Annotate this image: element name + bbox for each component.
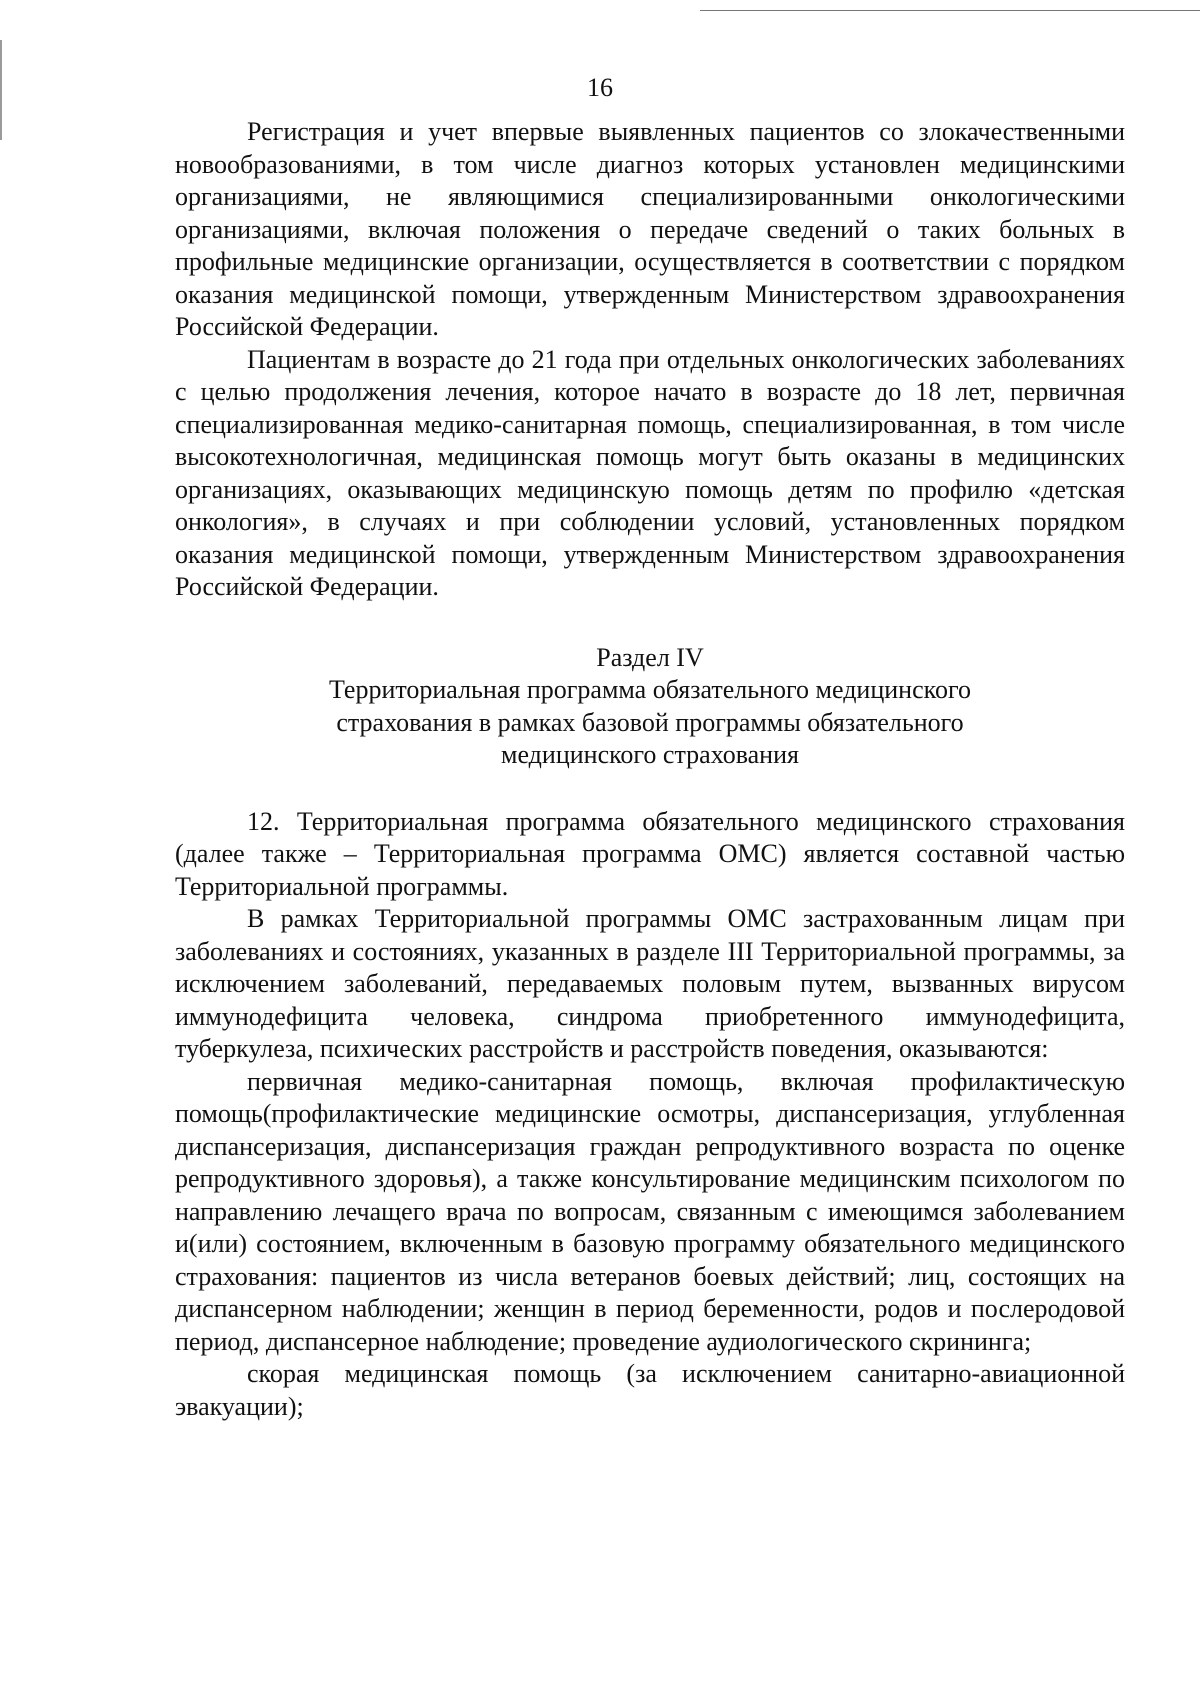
paragraph-patients-under-21: Пациентам в возрасте до 21 года при отдельных онкологических заболеваниях с целью продолжения лечения, которое начато в возрасте до 18 лет, первичная специализированная медико-санитарная помощь, специализированная, в том числе высокотехнологичная, медицинская помощь могут быть оказаны в медицинских организациях, оказывающих медицинскую помощь детям по профилю «детская онкология», в случаях и при соблюдении условий, установленных порядком оказания медицинской помощи, утвержденным Министерством здравоохранения Российской Федерации.	[175, 344, 1125, 601]
paragraph-item-12: 12. Территориальная программа обязательного медицинского страхования (далее также – Территориальная программа ОМС) является составной частью Территориальной программы.	[175, 806, 1125, 901]
heading-spacer	[175, 772, 1125, 806]
page-number: 16	[587, 73, 613, 102]
section-label: Раздел IV	[596, 642, 704, 672]
document-body	[175, 116, 1125, 1423]
scan-edge-top	[700, 10, 1200, 11]
paragraph-oms-scope: В рамках Территориальной программы ОМС застрахованным лицам при заболеваниях и состояниях, указанных в разделе III Территориальной программы, за исключением заболеваний, передаваемых половым путем, вызванных вирусом иммунодефицита человека, синдрома приобретенного иммунодефицита, туберкулеза, психических расстройств и расстройств поведения, оказываются:	[175, 904, 1125, 1063]
section-title-line: Территориальная программа обязательного медицинского	[329, 675, 971, 704]
paragraph-primary-care: первичная медико-санитарная помощь, включая профилактическую помощь(профилактические медицинские осмотры, диспансеризация, углубленная диспансеризация, диспансеризация граждан репродуктивного возраста по оценке репродуктивного здоровья), а также консультирование медицинским психологом по направлению лечащего врача по вопросам, связанным с имеющимся заболеванием и(или) состоянием, включенным в базовую программу обязательного медицинского страхования: пациентов из числа ветеранов боевых действий; лиц, состоящих на диспансерном наблюдении; женщин в период беременности, родов и послеродовой период, диспансерное наблюдение; проведение аудиологического скрининга;	[175, 1066, 1125, 1356]
section-title-line: медицинского страхования	[501, 740, 799, 769]
section-heading	[175, 642, 1125, 772]
section-title-line: страхования в рамках базовой программы обязательного	[336, 707, 964, 737]
paragraph-registration: Регистрация и учет впервые выявленных пациентов со злокачественными новообразованиями, в том числе диагноз которых установлен медицинскими организациями, не являющимися специализированными онкологическими организациями, включая положения о передаче сведений о таких больных в профильные медицинские организации, осуществляется в соответствии с порядком оказания медицинской помощи, утвержденным Министерством здравоохранения Российской Федерации.	[175, 117, 1125, 341]
paragraph-emergency-care: скорая медицинская помощь (за исключением санитарно-авиационной эвакуации);	[175, 1359, 1125, 1421]
